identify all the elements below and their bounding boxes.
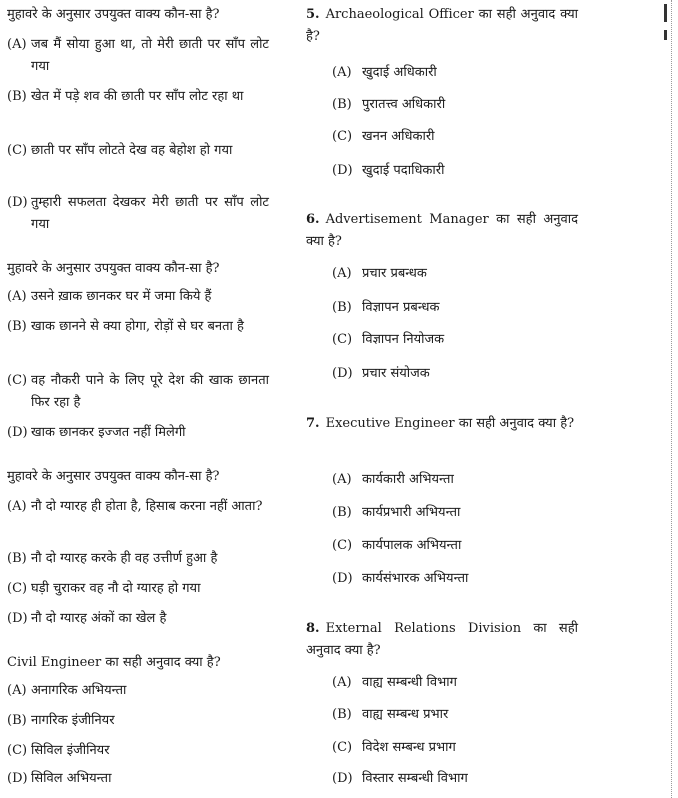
option-text: खाक छानने से क्या होगा, रोड़ों से घर बनता है <box>31 319 244 334</box>
option-text: खाक छानकर इज्जत नहीं मिलेगी <box>31 425 186 440</box>
option-b <box>7 548 269 570</box>
option-label: (C) <box>332 129 353 144</box>
option-text: सिविल इंजीनियर <box>31 743 110 758</box>
option-c <box>332 535 578 557</box>
option-label: (A) <box>7 289 27 304</box>
option-d <box>332 568 578 590</box>
option-text: नौ दो ग्यारह करके ही वह उत्तीर्ण हुआ है <box>31 551 218 566</box>
option-label: (B) <box>7 89 27 104</box>
option-text: वाह्य सम्बन्धी विभाग <box>362 675 457 690</box>
question-text: External Relations Division का सही अनुवाद क्या है? <box>306 621 578 658</box>
option-label: (C) <box>332 332 353 347</box>
option-text: वाह्य सम्बन्ध प्रभार <box>362 707 449 722</box>
option-label: (D) <box>332 366 353 381</box>
option-label: (B) <box>332 505 352 520</box>
option-c <box>7 578 269 600</box>
option-c <box>7 740 269 762</box>
option-label: (B) <box>332 300 352 315</box>
option-d <box>7 192 269 236</box>
question-text: Executive Engineer का सही अनुवाद क्या है? <box>325 416 575 431</box>
option-text: विज्ञापन प्रबन्धक <box>362 300 440 315</box>
option-text: घड़ी चुराकर वह नौ दो ग्यारह हो गया <box>31 581 201 596</box>
question-2 <box>7 258 269 440</box>
option-label: (C) <box>7 581 28 596</box>
question-8 <box>306 618 578 786</box>
option-a <box>332 469 578 491</box>
option-text: विज्ञापन नियोजक <box>362 332 445 347</box>
edge-mark <box>664 4 667 22</box>
question-number: 6. <box>306 212 320 227</box>
option-text: जब मैं सोया हुआ था, तो मेरी छाती पर साँप लोट गया <box>31 37 269 74</box>
question-number: 7. <box>306 416 320 431</box>
option-d <box>332 363 578 385</box>
option-text: कार्यपालक अभियन्ता <box>362 538 462 553</box>
question-stem: मुहावरे के अनुसार उपयुक्त वाक्य कौन-सा है? <box>7 469 220 484</box>
option-text: विदेश सम्बन्ध प्रभाग <box>362 740 456 755</box>
option-a <box>332 62 578 84</box>
option-label: (B) <box>332 707 352 722</box>
option-text: नौ दो ग्यारह ही होता है, हिसाब करना नहीं आता? <box>31 499 263 514</box>
option-b <box>332 94 578 116</box>
option-label: (D) <box>7 771 28 786</box>
option-text: खुदाई अधिकारी <box>362 65 437 80</box>
option-label: (C) <box>7 373 28 388</box>
question-number: 5. <box>306 7 320 22</box>
option-label: (D) <box>332 571 353 586</box>
option-text: तुम्हारी सफलता देखकर मेरी छाती पर साँप लोट गया <box>31 195 269 232</box>
option-d <box>332 160 578 182</box>
option-label: (B) <box>332 97 352 112</box>
option-label: (A) <box>7 37 27 52</box>
page-edge <box>663 0 672 798</box>
option-text: खनन अधिकारी <box>362 129 435 144</box>
question-stem: Civil Engineer का सही अनुवाद क्या है? <box>7 655 221 670</box>
option-a <box>7 34 269 78</box>
option-label: (D) <box>7 611 28 626</box>
question-7 <box>306 413 578 586</box>
option-text: प्रचार संयोजक <box>362 366 430 381</box>
question-text: Advertisement Manager का सही अनुवाद क्या है? <box>306 212 578 249</box>
option-label: (A) <box>7 683 27 698</box>
option-b <box>7 316 269 338</box>
option-text: छाती पर साँप लोटते देख वह बेहोश हो गया <box>31 143 233 158</box>
question-4 <box>7 652 269 786</box>
option-label: (C) <box>7 743 28 758</box>
option-text: खुदाई पदाधिकारी <box>362 163 445 178</box>
question-number: 8. <box>306 621 320 636</box>
option-label: (A) <box>332 675 352 690</box>
question-1 <box>7 4 269 232</box>
option-d <box>7 768 269 790</box>
option-b <box>332 704 578 726</box>
option-label: (C) <box>7 143 28 158</box>
option-text: विस्तार सम्बन्धी विभाग <box>362 771 468 786</box>
option-c <box>7 140 269 162</box>
option-label: (C) <box>332 538 353 553</box>
option-text: सिविल अभियन्ता <box>31 771 112 786</box>
question-3 <box>7 466 269 626</box>
option-label: (B) <box>7 551 27 566</box>
option-c <box>7 370 269 414</box>
option-label: (A) <box>332 266 352 281</box>
option-a <box>332 672 578 694</box>
option-d <box>332 768 578 790</box>
option-b <box>332 502 578 524</box>
option-a <box>332 263 578 285</box>
option-c <box>332 737 578 759</box>
option-label: (A) <box>7 499 27 514</box>
option-a <box>7 496 269 518</box>
question-text: Archaeological Officer का सही अनुवाद क्या है? <box>306 7 578 44</box>
option-label: (A) <box>332 65 352 80</box>
option-c <box>332 126 578 148</box>
question-6 <box>306 209 578 381</box>
option-text: पुरातत्त्व अधिकारी <box>362 97 446 112</box>
question-stem <box>306 209 578 253</box>
option-label: (B) <box>7 319 27 334</box>
question-5 <box>306 4 578 178</box>
option-text: अनागरिक अभियन्ता <box>31 683 127 698</box>
question-stem <box>306 413 578 435</box>
option-text: वह नौकरी पाने के लिए पूरे देश की खाक छानता फिर रहा है <box>31 373 269 410</box>
option-text: नौ दो ग्यारह अंकों का खेल है <box>31 611 167 626</box>
question-stem: मुहावरे के अनुसार उपयुक्त वाक्य कौन-सा है? <box>7 7 220 22</box>
question-stem: मुहावरे के अनुसार उपयुक्त वाक्य कौन-सा है? <box>7 261 220 276</box>
option-label: (D) <box>332 771 353 786</box>
option-label: (D) <box>7 195 28 210</box>
option-text: खेत में पड़े शव की छाती पर साँप लोट रहा था <box>31 89 244 104</box>
option-text: कार्यप्रभारी अभियन्ता <box>362 505 461 520</box>
option-text: उसने ख़ाक छानकर घर में जमा किये हैं <box>31 289 212 304</box>
option-b <box>7 710 269 732</box>
option-b <box>7 86 269 108</box>
option-b <box>332 297 578 319</box>
option-label: (A) <box>332 472 352 487</box>
option-text: प्रचार प्रबन्धक <box>362 266 427 281</box>
option-d <box>7 608 269 630</box>
option-label: (D) <box>332 163 353 178</box>
option-text: नागरिक इंजीनियर <box>31 713 115 728</box>
question-stem <box>306 618 578 662</box>
option-c <box>332 329 578 351</box>
option-text: कार्यकारी अभियन्ता <box>362 472 454 487</box>
option-label: (B) <box>7 713 27 728</box>
option-label: (D) <box>7 425 28 440</box>
option-a <box>7 680 269 702</box>
option-d <box>7 422 269 444</box>
option-label: (C) <box>332 740 353 755</box>
question-stem <box>306 4 578 48</box>
option-a <box>7 286 269 308</box>
option-text: कार्यसंभारक अभियन्ता <box>362 571 469 586</box>
edge-mark <box>664 30 667 40</box>
